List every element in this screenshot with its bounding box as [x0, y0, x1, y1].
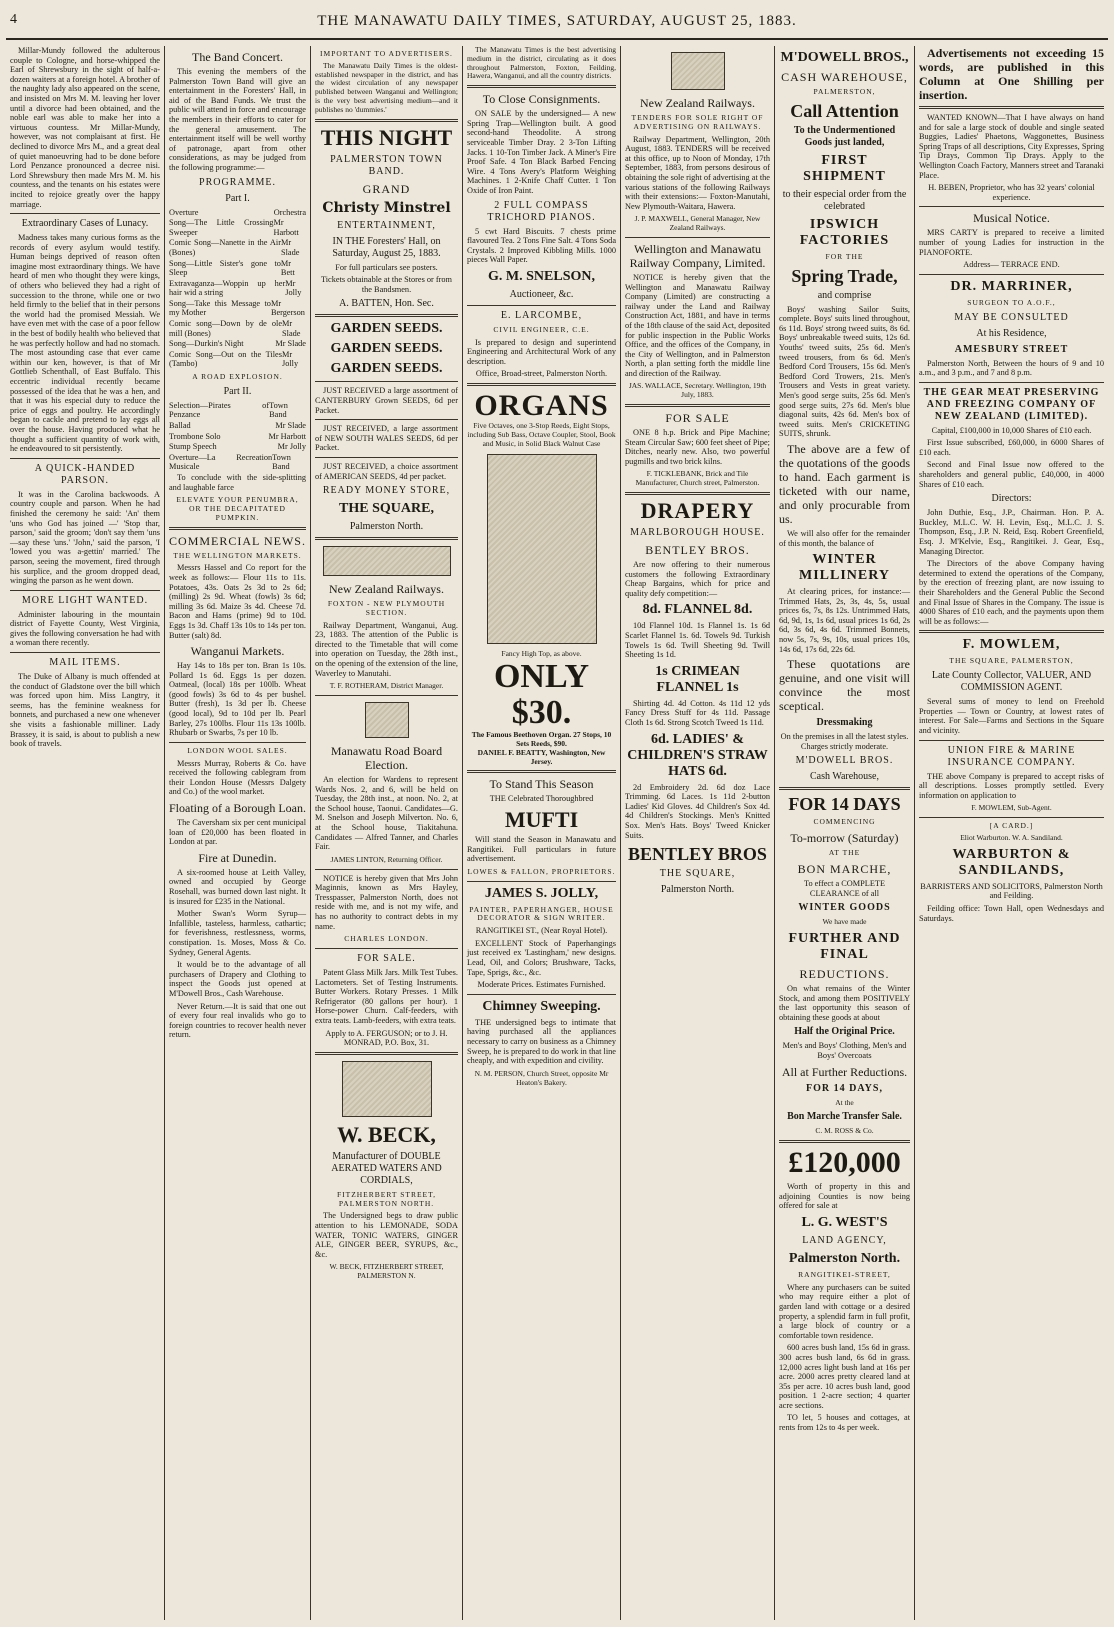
reductions: REDUCTIONS.	[799, 967, 890, 982]
company-text: NOTICE is hereby given that the Wellington and Manawatu Railway Company (Limited) are constructing a railway under the Land and Railway Construction Act, 1881, and have in terms of the 18th clause of the said Act, deposited for public inspection in the Public Works Office, and the offices of the Company, in the City of Wellington, and in Palmerston North, a plan setting forth the middle line and direction of the Railway.	[625, 272, 770, 378]
headline-wool: LONDON WOOL SALES.	[187, 745, 288, 755]
wanted-text: WANTED KNOWN—That I have always on hand and for sale a large stock of double and single seated Buggies, Ladies' Phaetons, Waggonettes, Business Spring Traps of all descriptions, City Expresses, Spring Tip Drays, Common Tip Drays. Apply to the Wellington Coach Factory, Manners street and Taranaki Place.	[919, 113, 1104, 180]
divider	[10, 458, 160, 459]
part-2-heading: Part II.	[223, 385, 252, 397]
store-location: THE SQUARE,	[339, 501, 434, 517]
meat-text: The Directors of the above Company having determined to extend the operations of the Company, by the erection of freezing plant, are now issuing to their Shareholders and the General Public the Second and Final Issue of Shares in the Company. The issue is 4000 Shares of £10 each, and the payments upon them will be as follows:—	[919, 559, 1104, 626]
headline-wanganui: Wanganui Markets.	[190, 644, 285, 659]
divider	[10, 652, 160, 653]
divider	[467, 305, 616, 306]
programme-item: Extravaganza—Woppin up her hair wid a string Mr Jolly	[169, 278, 302, 298]
agency-town: Palmerston North.	[788, 1250, 901, 1266]
farce-title: ELEVATE YOUR PENUMBRA, OR THE DECAPITATED PUMPKIN.	[176, 495, 299, 522]
organs-footer: The Famous Beethoven Organ. 27 Stops, 10 Sets Reeds, $90.	[471, 730, 612, 749]
seed-notice: JUST RECEIVED a large assortment of CANTERBURY Grown SEEDS, 6d per Packet.	[315, 386, 458, 415]
agent-title: Late County Collector, VALUER, AND COMMISSION AGENT.	[931, 670, 1092, 694]
agent-name: F. MOWLEM,	[962, 637, 1061, 653]
programme-item: Comic song—Down by de ole mill (Bones) Mr Slade	[169, 319, 301, 338]
firm-type: CASH WAREHOUSE,	[781, 70, 908, 84]
firm-name-footer: BENTLEY BROS	[628, 844, 767, 865]
directors-list: John Duthie, Esq., J.P., Chairman. Hon. P. A. Buckley, M.L.C. W. H. Levin, Esq., M.L.C. J. S. Thompson, Esq., J.P. N. Reid, Esq. Robert Greenfield, Esq. J. M'Kelvie, Esq., Rangitikei. J. Gear, Esq., Managing Director.	[919, 508, 1104, 556]
column-4	[463, 46, 621, 1620]
article-text: This evening the members of the Palmerston Town Band will give an entertainment in the Foresters' Hall, in aid of the Band Funds. We trust the public will attend in force and encourage the members in their efforts to cater for the general amusement. The entertainment itself will be well worthy of patronage, apart from other considerations, as may be judged from the following programme:—	[169, 67, 306, 172]
railway-section: FOXTON - NEW PLYMOUTH SECTION.	[327, 599, 446, 617]
signature: H. BEBEN, Proprietor, who has 32 years' colonial experience.	[928, 183, 1095, 202]
company-heading: Wellington and Manawatu Railway Company, Limited.	[629, 241, 766, 270]
divider	[919, 382, 1104, 383]
article-text: It was in the Carolina backwoods. A country couple and parson. When he had finished the ceremony he said: 'An' them 'uns who God has joined —' 'Stop thar, parson,' said the groom; 'don't say them 'uns—say these 'uns.' 'John,' said the parson, 'I 'lowed you was a-gettin' married.' The parson, seeing the movement, fired through his surplice, and the groom dropped dead, winging the parson as he went down.	[10, 489, 160, 586]
to-let-text: TO let, 5 houses and cottages, at rents from 12s to 4s per week.	[779, 1413, 910, 1433]
headline-mail: MAIL ITEMS.	[49, 657, 121, 669]
crimean-heading: 1s CRIMEAN FLANNEL 1s	[655, 663, 740, 695]
divider	[919, 106, 1104, 109]
article-text: It would be to the advantage of all purchasers of Drapery and Clothing to inspect the Goods just opened at M'Dowell Bros., Cash Warehouse.	[169, 960, 306, 998]
firm-name: M'DOWELL BROS.,	[780, 50, 909, 65]
posters-text: For full particulars see posters.	[335, 262, 438, 272]
meat-company-heading: THE GEAR MEAT PRESERVING AND FREEZING COMPANY OF NEW ZEALAND (LIMITED).	[923, 386, 1100, 422]
directors-heading: Directors:	[991, 493, 1032, 505]
firm-name: WARBURTON & SANDILANDS,	[952, 846, 1071, 878]
garden-seeds-heading: GARDEN SEEDS.	[330, 341, 443, 357]
tickets-text: Tickets obtainable at the Stores or from the Bandsmen.	[320, 275, 453, 294]
store-town: Palmerston North.	[349, 521, 424, 533]
masthead	[6, 6, 1108, 40]
factory-engraving	[342, 1061, 432, 1117]
explosion-heading: A ROAD EXPLOSION.	[192, 372, 283, 382]
doctor-residence: At his Residence,	[976, 327, 1047, 339]
signature: A. BATTEN, Hon. Sec.	[339, 298, 434, 310]
spring-trade: Spring Trade,	[791, 265, 898, 286]
organs-subtitle: Five Octaves, one 3-Stop Reeds, Eight Stops, including Sub Bass, Octave Coupler, Stool, Book and Music, in Solid Black Walnut Case	[467, 421, 616, 448]
divider	[10, 213, 160, 214]
agent-address: THE SQUARE, PALMERSTON,	[949, 656, 1074, 666]
divider	[919, 274, 1104, 275]
we-have-made: We have made	[822, 917, 867, 927]
acres-list: 600 acres bush land, 15s 6d in grass. 300 acres bush land, 6s 6d in grass. 12,000 acres light bush land at 16s per acre. 2000 acres pretty cleared land at 35s per acre. 10 acres bush land, good position. 1 2-acre section; 4 quarter acre sections.	[779, 1343, 910, 1410]
divider	[10, 590, 160, 591]
band-name: PALMERSTON TOWN BAND.	[330, 153, 443, 177]
sale-list: Patent Glass Milk Jars. Milk Test Tubes. Lactometers. Set of Testing Instruments. Butter Workers. Rotary Presses. 1 Milk Refrigerator (80 gallons per hour). 1 Horse-power Churn. Calf-feeders, with extra teats. Lamb-feeders, with extra teats.	[315, 967, 458, 1025]
signature: F. TICKLEBANK, Brick and Tile Manufacturer, Church street, Palmerston.	[635, 469, 760, 488]
programme-item: Song—Take this Message to my Mother Mr Bergerson	[169, 298, 305, 318]
property-value: £120,000	[788, 1146, 901, 1180]
seed-notice: JUST RECEIVED, a large assortment of NEW SOUTH WALES SEEDS, 6d per Packet.	[315, 424, 458, 453]
first-sub: to their especial order from the celebrated	[782, 188, 907, 212]
notice-text: The Manawatu Times is the best advertising medium in the district, circulating as it does throughout Palmerston, Foxton, Feilding, Hawera, Wanganui, and all the country districts.	[467, 46, 616, 81]
programme-item: Selection—Pirates of Penzance Town Band	[169, 400, 288, 420]
divider	[467, 383, 616, 386]
ladies-heading: 6d. LADIES' & CHILDREN'S STRAW HATS 6d.	[627, 731, 768, 779]
signature: C. M. ROSS & Co.	[815, 1126, 874, 1136]
beck-address: FITZHERBERT STREET, PALMERSTON NORTH.	[336, 1189, 437, 1208]
headline-light: MORE LIGHT WANTED.	[21, 594, 149, 606]
dressmaking-text: On the premises in all the latest styles. Charges strictly moderate.	[780, 732, 909, 751]
millinery-text: At clearing prices, for instance:— Trimmed Hats, 2s, 3s, 4s, 5s, usual prices 6s, 7s, 8s 12s. Untrimmed Hats, 6d, 9d, 1s, 1s 6d, usual prices 1s 6d, 2s 6d, 3s 6d, 4s 6d. Trimmed Bonnets, now 5s, 7s, 9s, 10s, usual prices 10s, 14s 6d, 17s 6d, 22s 6d.	[779, 587, 910, 654]
columns	[6, 46, 1108, 1620]
clothing-list: Boys' washing Sailor Suits, complete. Boys' suits lined throughout, 6s 11d. Boys' strong tweed suits, 8s 6d. Boys' unbreakable tweed suits, 12s 6d. Youths' tweed suits, 25s 6d. Men's tweed trousers, from 6s 6d. Men's Bedford Cord Trousers, 15s 6d. Men's Bedford Cord Trowers, 21s. Men's Trousers and Vests in great variety. Men's good serge suits, 25s 6d. Men's good serge suits, 27s 6d. Men's blue diagonal suits, 42s 6d. Men's box of tweed suits. Men's CRICKETING SUITS, shrunk.	[779, 304, 910, 439]
for-the: FOR THE	[825, 251, 864, 261]
painter-footer: Moderate Prices. Estimates Furnished.	[477, 980, 606, 990]
clearance-text: To effect a COMPLETE CLEARANCE of all	[803, 879, 886, 898]
programme-item: Ballad Mr Slade	[169, 421, 306, 431]
headline-band: The Band Concert.	[192, 50, 283, 64]
signature: N. M. PERSON, Church Street, opposite Mr Heaton's Bakery.	[474, 1068, 609, 1087]
stand-heading: To Stand This Season	[489, 777, 594, 792]
organs-title: ORGANS	[474, 389, 609, 423]
entertainment-label: ENTERTAINMENT,	[337, 219, 436, 231]
firm-footer: Feilding office: Town Hall, open Wednesdays and Saturdays.	[919, 903, 1104, 923]
divider	[315, 381, 458, 382]
article-text: The Caversham six per cent municipal loan of £20,000 has been floated in London at par.	[169, 818, 306, 847]
remainder-text: We will also offer for the remainder of this month, the balance of	[779, 528, 910, 548]
adv-notice: Advertisements not exceeding 15 words, are published in this Column at One Shilling per insertion.	[919, 46, 1104, 102]
headline-lunacy: Extraordinary Cases of Lunacy.	[21, 218, 149, 230]
divider	[315, 314, 458, 317]
road-board-heading: Manawatu Road Board Election.	[330, 744, 443, 773]
programme-heading: PROGRAMME.	[199, 176, 276, 188]
signature: CHARLES LONDON.	[344, 934, 429, 944]
quote-text: The above are a few of the quotations of the goods to hand. Each garment is ticketed with our name, and only procurable from us.	[779, 441, 910, 526]
article-text: Millar-Mundy followed the adulterous couple to Cologne, and horse-whipped the Earl of Shrewsbury in the sight of half-a-dozen waiters at a foreign hotel. A brother of the naughty lady also appeared on the scene, and insisted on Mrs M. M. leaving her lover until a divorce had been obtained, and the noble earl was able to make her into a virtuous countess. Mr Millar-Mundy, however, was not complaisant at first. He declined to divorce Mrs M., and a great deal of quiet manoeuvring had to be done before Lord Penzance pronounced a decree nisi. Lord Shrewsbury then made Mrs M. M. his countess, and the tenants on his estates were incited to rejoice greatly over the happy marriage.	[10, 46, 160, 209]
consignments-heading: To Close Consignments.	[482, 92, 601, 107]
painter-text: EXCELLENT Stock of Paperhangings just received ex 'Lastingham,' new designs. Lead, Oil, and Colors; Brushware, Tacks, Tape, Sprigs, &c., &c.	[467, 938, 616, 977]
railway-text: Railway Department, Wanganui, Aug. 23, 1883. The attention of the Public is directed to the Timetable that will come into operation on Tuesday, the 28th inst., on the opening of the extension of the line, Waverley to Manutahi.	[315, 620, 458, 678]
divider	[315, 457, 458, 458]
grand-label: GRAND	[362, 181, 411, 196]
divider	[919, 206, 1104, 207]
hall-date: IN THE Foresters' Hall, on Saturday, August 25, 1883.	[332, 235, 441, 259]
insurance-heading: UNION FIRE & MARINE INSURANCE COMPANY.	[947, 744, 1076, 768]
agency-text: Where any purchasers can be suited who may require either a plot of garden land with cottage or a desired property, a splendid farm in full profit, a large block of country or a comfortable town residence.	[779, 1282, 910, 1340]
headline-loan: Floating of a Borough Loan.	[169, 801, 306, 816]
firm-location: THE SQUARE,	[659, 868, 736, 880]
article-text: Messrs Murray, Roberts & Co. have received the following cablegram from their London House (Messrs Dalgety and Co.) of the wool market.	[169, 758, 306, 797]
painter-trade: PAINTER, PAPERHANGER, HOUSE DECORATOR & SIGN WRITER.	[469, 904, 614, 923]
signature: JAMES LINTON, Returning Officer.	[330, 854, 443, 864]
auctioneer-title: Auctioneer, &c.	[509, 288, 574, 300]
railway-heading: New Zealand Railways.	[329, 582, 444, 597]
winter-goods: WINTER GOODS	[798, 902, 891, 914]
article-text: Madness takes many curious forms as the records of every asylum would testify. Human beings deprived of reason often imagine most extraordinary things. We have heard of men who thought they were kings, of others who believed they had a right of succession to the throne, while one or two held firmly to the belief that in their persons the world had the promised Messiah. We have even met with the case of a poor fellow in the best of bodily health who believed that he was perfectly hollow and had no stomach. The most astounding case that ever came within our ken, however, is that of Mr Gottlieb Schenthall, of East Buffalo. This eccentric individual recently became possessed of the idea that he was a hen, and that it was his especial duty to reduce the price of eggs and poultry. He accordingly began to cackle and pretend to lay eggs all over the house. Having produced what he thought a sufficient quantity of work with, he endeavoured to sit persistently.	[10, 233, 160, 454]
divider	[315, 537, 458, 540]
consignments-list: ON SALE by the undersigned— A new Spring Trap—Wellington built. A good second-hand Theodolite. A strong serviceable Timber Dray. 2 3-Ton Lifting Jacks. 1 10-Ton Timber Jack. A Miner's Fire Proof Safe. 4 Ton Black Barbed Fencing Wire. 4 Tons Avery's Platform Weighing Machines. 1 2-Knife Chaff Cutter. 1 Ton Oxide of Iron Paint.	[467, 109, 616, 195]
agent-text: Several sums of money to lend on Freehold Properties — Town or Country, at lowest rates of interest. For Sale—Farms and Sections in the Square and vicinity.	[919, 697, 1104, 735]
column-1	[6, 46, 165, 1620]
signature: W. BECK, FITZHERBERT STREET, PALMERSTON N.	[329, 1262, 444, 1281]
sale-contact: Apply to A. FERGUSON; or to J. H. MONRAD, P.O. Box, 31.	[325, 1028, 448, 1048]
programme-item: Comic Song—Out on the Tiles (Tambo) Mr Jolly	[169, 349, 299, 369]
divider	[919, 630, 1104, 633]
auctioneer-name: G. M. SNELSON,	[488, 268, 595, 284]
divider	[315, 1052, 458, 1055]
first-shipment: FIRST SHIPMENT	[803, 152, 886, 184]
remains-text: On what remains of the Winter Stock, and among them POSITIVELY the last opportunity this season of obtaining these goods at about	[779, 984, 910, 1022]
article-text: Never Return.—It is said that one out of every four real invalids who go to foreign countries to recover health never return.	[169, 1001, 306, 1040]
column-5	[621, 46, 775, 1620]
coat-of-arms	[671, 52, 725, 90]
programme-item: Overture Orchestra	[169, 207, 306, 217]
sweeping-text: THE undersigned begs to intimate that having purchased all the appliances necessary to carry on business as a Chimney Sweep, he is prepared to do work in that line cheaply, and with expedition and civility.	[467, 1017, 616, 1066]
engineer-title: CIVIL ENGINEER, C.E.	[493, 324, 590, 334]
property-text: Worth of property in this and adjoining Counties is now being offered for sale at	[779, 1182, 910, 1211]
for-14-days: FOR 14 DAYS	[788, 794, 901, 815]
card-heading: [A CARD.]	[989, 821, 1034, 831]
bon-marche: BON MARCHE,	[797, 862, 892, 877]
programme-item: Song—The Little Crossing Sweeper Mr Harbott	[169, 218, 299, 237]
divider	[779, 787, 910, 790]
price-list: 10d Flannel 10d. 1s Flannel 1s. 1s 6d Scarlet Flannel 1s. 6d. Towels 9d. Turkish Towels 1s 6d. Twill Sheeting 9d. Twill Sheeting 1s 1d.	[625, 621, 770, 660]
issue-text: First Issue subscribed, £60,000, in 6000 Shares of £10 each.	[919, 438, 1104, 457]
tomorrow: To-morrow (Saturday)	[790, 831, 899, 846]
signature: J. P. MAXWELL, General Manager, New Zealand Railways.	[634, 214, 761, 233]
article-text: Mother Swan's Worm Syrup—Infallible, tasteless, harmless, cathartic; for feverishness, restlessness, worms, constipation. 1s. Moses, Moss & Co. Sydney, General Agents.	[169, 909, 306, 957]
dressmaking-heading: Dressmaking	[816, 717, 873, 729]
organs-address: DANIEL F. BEATTY, Washington, New Jersey.	[477, 747, 606, 766]
firm-name: BENTLEY BROS.	[645, 543, 750, 558]
divider	[315, 419, 458, 420]
bentley-text: Are now offering to their numerous customers the following Extraordinary Cheap Bargains, which for price and quality defy competition:—	[625, 560, 770, 598]
programme-part-2	[169, 401, 306, 472]
engineer-name: E. LARCOMBE,	[500, 309, 583, 321]
firm-town: Palmerston North.	[660, 884, 735, 896]
beck-trade: Manufacturer of DOUBLE AERATED WATERS AND CORDIALS,	[331, 1150, 442, 1186]
seed-notice: JUST RECEIVED, a choice assortment of AMERICAN SEEDS, 4d per packet.	[315, 461, 458, 481]
divider	[467, 881, 616, 882]
programme-item: Song—Durkin's Night Mr Slade	[169, 339, 306, 349]
notice-text: The Manawatu Daily Times is the oldest-established newspaper in the district, and has the widest circulation of any newspaper published between Wanganui and Wellington; is the very best advertising medium—and it publishes no 'dummies.'	[315, 60, 458, 114]
coat-of-arms	[365, 702, 409, 738]
engineer-address: Office, Broad-street, Palmerston North.	[475, 369, 608, 379]
divider	[467, 994, 616, 995]
column-6	[775, 46, 915, 1620]
comprise: and comprise	[817, 289, 872, 301]
doctor-consult: MAY BE CONSULTED	[954, 311, 1069, 323]
music-text: MRS CARTY is prepared to receive a limited number of young Ladies for instruction in the PIANOFORTE.	[919, 228, 1104, 257]
at-the: At the	[835, 1097, 854, 1107]
notice-text: NOTICE is hereby given that Mrs John Maginnis, known as Mrs Hayley, Tresspasser, Palmerston North, does not reside with me, and is not my wife, and has no authority to contract debts in my name.	[315, 873, 458, 931]
column-7	[915, 46, 1108, 1620]
agency-street: RANGITIKEI-STREET,	[798, 1269, 891, 1279]
painter-name: JAMES S. JOLLY,	[484, 885, 599, 901]
sale-text: ONE 8 h.p. Brick and Pipe Machine; Steam Circular Saw; 600 feet sheet of Pipe; Ditches, nearly new. Also, two powerful pugmills and two brick kilns.	[625, 428, 770, 466]
article-text: Administer labouring in the mountain district of Fayette County, West Virginia, gives the following conversation he had with a woman there recently.	[10, 609, 160, 648]
quote-text: These quotations are genuine, and one visit will convince the most sceptical.	[779, 657, 910, 714]
programme-item: Overture—La Recreation Musicale Town Band	[169, 452, 291, 472]
column-2	[165, 46, 311, 1620]
music-heading: Musical Notice.	[973, 211, 1050, 226]
half-price: Half the Original Price.	[794, 1026, 895, 1038]
programme-item: Stump Speech Mr Jolly	[169, 442, 306, 452]
article-text: The Duke of Albany is much offended at the conduct of Gladstone over the bill which was forced upon him. Miss Langtry, it seems, has the feminine weakness for bonnets, and purchased a new one whenever she visits a fashionable milliner. Lady Brassey, it is said, is about to publish a new book of travels.	[10, 672, 160, 749]
doctor-hours: Palmerston North, Between the hours of 9 and 10 a.m., and 3 p.m., and 7 and 8 p.m.	[919, 358, 1104, 378]
beck-name: W. BECK,	[337, 1121, 436, 1147]
pianos-heading: 2 FULL COMPASS TRICHORD PIANOS.	[487, 199, 596, 223]
divider	[467, 770, 616, 773]
article-text: Hay 14s to 18s per ton. Bran 1s 10s. Pollard 1s 6d. Eggs 1s per dozen. Oatmeal, (local) 18s per 100lb. Wheat (good fowls) 3s 6d to 4s per bushel. Butter (fresh), 1s 3d per lb. Cheese (good local), 9d to 10d per lb. Pearl Barley, 27s 100lbs. Flour 11s 13s 100lb. Rhubarb or Swarbs, 7s per 10 lb.	[169, 661, 306, 738]
call-attention: Call Attention	[790, 100, 899, 121]
engineer-text: Is prepared to design and superintend Engineering and Architectural Work of any description.	[467, 337, 616, 366]
divider	[625, 404, 770, 407]
programme-item: Comic Song—Nanette in the Air (Bones) Mr Slade	[169, 238, 300, 257]
garden-seeds-heading: GARDEN SEEDS.	[330, 361, 443, 377]
divider	[315, 119, 458, 122]
road-board-text: An election for Wardens to represent Wards Nos. 2, and 6, will be held on Tuesday, the 28th inst., at noon. No. 2, at the School house, Taonui. Candidates—G. M. Snelson and Joseph Milverton. No. 6, at the School house, Tiakitahuna. Candidates — Alfred Tanner, and Charles Fair.	[315, 775, 458, 852]
organs-caption: Fancy High Top, as above.	[501, 649, 582, 659]
part-1-heading: Part I.	[225, 192, 250, 204]
agency-type: LAND AGENCY,	[802, 1234, 887, 1246]
doctor-title: SURGEON TO A.O.F.,	[967, 297, 1056, 307]
organ-engraving	[487, 454, 597, 644]
programme-item: Trombone Solo Mr Harbott	[169, 431, 306, 441]
transfer-sale: Bon Marche Transfer Sale.	[787, 1111, 902, 1123]
flannel-heading: 8d. FLANNEL 8d.	[642, 602, 753, 618]
railway-sub: TENDERS FOR SOLE RIGHT OF ADVERTISING ON RAILWAYS.	[631, 113, 764, 131]
further-final: FURTHER AND FINAL	[788, 931, 901, 963]
divider	[625, 492, 770, 495]
programme-part-1	[169, 208, 306, 370]
headline-parson: A QUICK-HANDED PARSON.	[34, 462, 136, 486]
call-sub: To the Undermentioned Goods just landed,	[793, 124, 896, 148]
headline-commercial: COMMERCIAL NEWS.	[169, 533, 306, 548]
doctor-street: AMESBURY STREET	[954, 343, 1069, 355]
music-address: Address— TERRACE END.	[963, 260, 1060, 270]
signature: T. F. ROTHERAM, District Manager.	[329, 681, 444, 691]
headline-markets: THE WELLINGTON MARKETS.	[173, 550, 302, 560]
issue-text: Second and Final Issue now offered to the shareholders and general public, £40,000, in 4000 Shares of £10 each.	[919, 460, 1104, 489]
divider	[467, 85, 616, 88]
divider	[779, 1140, 910, 1143]
price-list: 2d Embroidery 2d. 6d doz Lace Trimming. 6d Laces. 1s 11d 2-button Ladies' Kid Gloves. 4d Children's Sox 4d. 4d Children's Stockings. Men's Knitted Sox. Men's Hats. Boys' Tweed Knicker Suits.	[625, 782, 770, 840]
signature: JAS. WALLACE, Secretary. Wellington, 19th July, 1883.	[628, 381, 767, 400]
divider	[315, 948, 458, 949]
for-sale-heading: FOR SALE.	[357, 952, 416, 964]
mens-text: Men's and Boys' Clothing, Men's and Boys' Overcoats	[782, 1041, 907, 1060]
article-text: To conclude with the side-splitting and laughable farce	[169, 472, 306, 492]
for-sale-heading: FOR SALE	[665, 411, 730, 426]
minstrel-title: Christy Minstrel	[322, 199, 451, 216]
divider	[169, 527, 306, 530]
firm-type: Cash Warehouse,	[810, 771, 879, 783]
winter-millinery: WINTER MILLINERY	[799, 552, 890, 584]
for-14-days: FOR 14 DAYS,	[806, 1082, 883, 1094]
divider	[315, 695, 458, 696]
signature: F. MOWLEM, Sub-Agent.	[971, 803, 1052, 813]
insurance-text: THE above Company is prepared to accept risks of all descriptions. Losses promptly settled. Every information on application to	[919, 771, 1104, 800]
organs-price: ONLY $30.	[493, 658, 590, 732]
price-list: Shirting 4d. 4d Cotton. 4s 11d 12 yds Fancy Dress Stuff for 4s 11d. Passage Cloth 1s 6d. Strong Scotch Tweed 1s 11d.	[625, 698, 770, 727]
article-text: Messrs Hassel and Co report for the week as follows:— Flour 11s to 11s. Potatoes, 43s. Oats 2s 3d to 2s 6d; (milling) 2s 9d. Wheat (fowls) 3s 6d; milling 3s 6d. Maize 3s 4d. Cheese 7d. Bacon and Hams (prime) 9d to 10d. Eggs 1s 3d. Chaff 13s 10s to 14s per ton. Butter (salt) 8d.	[169, 563, 306, 640]
beck-text: The Undersigned begs to draw public attention to his LEMONADE, SODA WATER, TONIC WATERS, GINGER ALE, GINGER BEER, SYRUPS, &c., &c.	[315, 1211, 458, 1259]
firm-title: BARRISTERS AND SOLICITORS, Palmerston North and Feilding.	[920, 881, 1103, 901]
stand-body: Will stand the Season in Manawatu and Rangitikei. Full particulars in future advertisement.	[467, 835, 616, 864]
article-text: A six-roomed house at Leith Valley, owned and occupied by George Rosehall, was burned down last night. It is insured for £235 in the National.	[169, 867, 306, 906]
masthead-title: THE MANAWATU DAILY TIMES, SATURDAY, AUGUST 25, 1883.	[317, 13, 797, 29]
signature: LOWES & FALLON, PROPRIETORS.	[467, 866, 616, 876]
commencing: COMMENCING	[813, 817, 876, 827]
ipswich-heading: IPSWICH FACTORIES	[799, 216, 890, 248]
organs-advert	[467, 390, 616, 766]
capital-text: Capital, £100,000 in 10,000 Shares of £10 each.	[931, 425, 1092, 435]
railway-text: Railway Department, Wellington, 20th August, 1883. TENDERS will be received at this office, up to Noon of Monday, 17th September, 1883, from persons desirous of obtaining the sole right of advertising at the various stations of the following Railways with their extensions:— Foxton-Manutahi, New Plymouth-Waitara, Hawera.	[625, 134, 770, 211]
programme-item: Song—Little Sister's gone to Sleep Mr Bett	[169, 258, 295, 278]
card-names: Eliot Warburton. W. A. Sandiland.	[960, 832, 1063, 842]
divider	[919, 740, 1104, 741]
divider	[315, 869, 458, 870]
garden-seeds-heading: GARDEN SEEDS.	[330, 321, 443, 337]
page-number: 4	[10, 12, 17, 27]
house-name: MARLBOROUGH HOUSE.	[630, 527, 765, 539]
divider	[169, 742, 306, 743]
doctor-name: DR. MARRINER,	[950, 278, 1073, 294]
headline-fire: Fire at Dunedin.	[198, 850, 277, 865]
drapery-title: DRAPERY	[640, 498, 755, 524]
firm-name: M'DOWELL BROS.	[795, 755, 894, 767]
divider	[919, 817, 1104, 818]
further-reductions: All at Further Reductions.	[781, 1064, 908, 1079]
painter-address: RANGITIKEI ST., (Near Royal Hotel).	[475, 926, 608, 936]
this-night-title: THIS NIGHT	[320, 124, 453, 150]
train-engraving	[323, 546, 451, 576]
column-3	[311, 46, 463, 1620]
horse-name: MUFTI	[504, 807, 579, 833]
store-name: READY MONEY STORE,	[322, 485, 451, 497]
divider	[625, 237, 770, 238]
goods-list: 5 cwt Hard Biscuits. 7 chests prime flavoured Tea. 2 Tons Fine Salt. 4 Tons Soda Crystals. 2 Improved Kibbling Mills. 1000 pieces Wall Paper.	[467, 226, 616, 265]
railway-heading: New Zealand Railways.	[640, 96, 755, 110]
notice-heading: IMPORTANT TO ADVERTISERS.	[320, 49, 453, 58]
sweeping-heading: Chimney Sweeping.	[482, 998, 601, 1014]
at-the: AT THE	[828, 848, 861, 858]
stand-text: THE Celebrated Thoroughbred	[489, 794, 594, 804]
firm-town: PALMERSTON,	[813, 87, 876, 96]
agency-name: L. G. WEST'S	[801, 1214, 888, 1230]
